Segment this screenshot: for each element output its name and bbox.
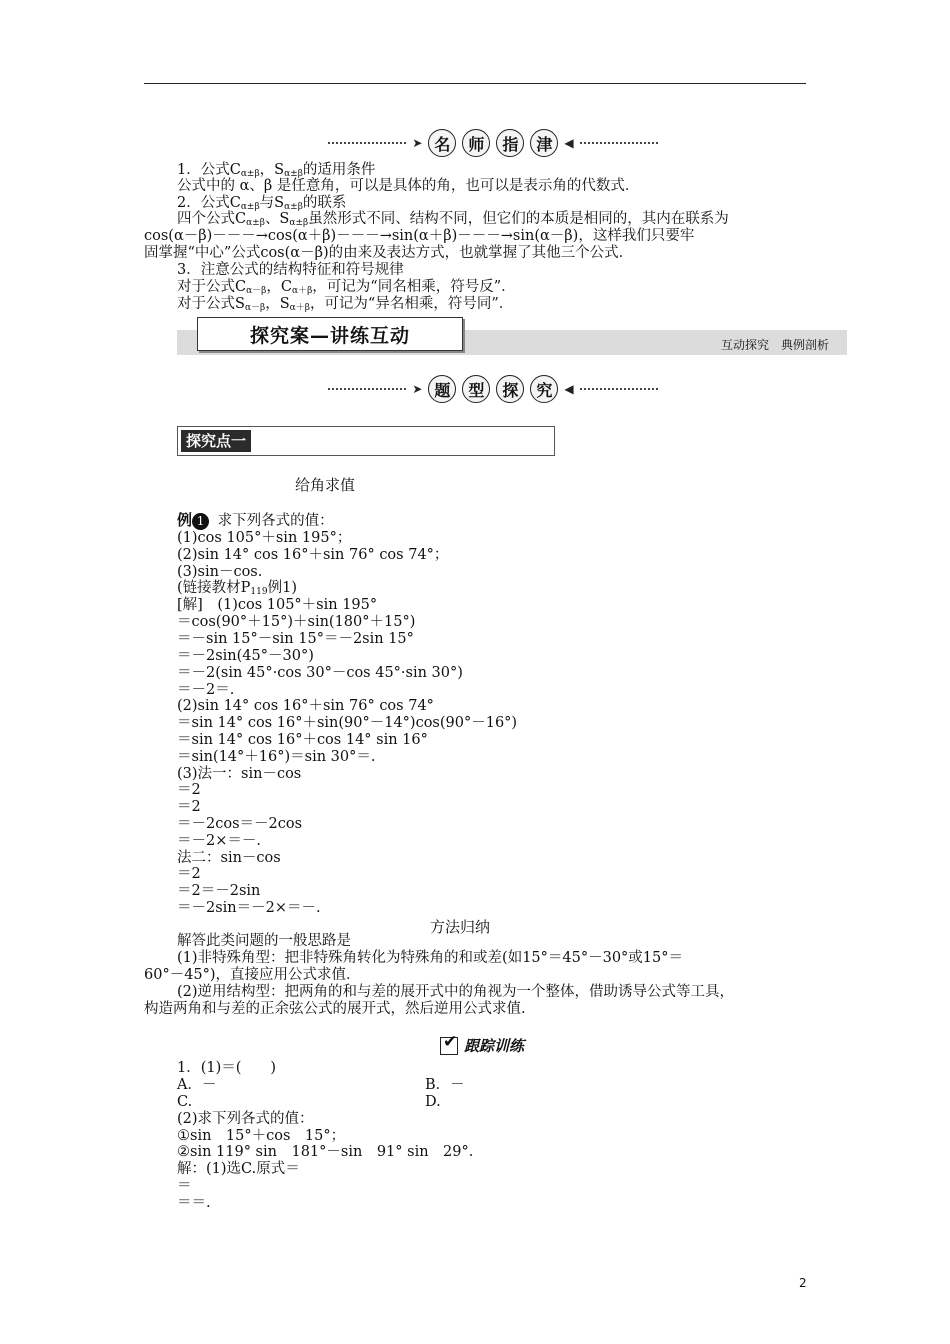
example-line: ＝－2sin(45°－30°) [177, 648, 314, 664]
example-line: (链接教材$P_{119}$例1) [177, 580, 297, 597]
option-d: D. [425, 1094, 441, 1110]
arrow-left-icon: ◀ [564, 136, 574, 150]
example-prompt: 例 1 求下列各式的值： [177, 511, 334, 529]
arrow-left-icon: ◀ [564, 382, 574, 396]
example-line: (2)sin 14° cos 16°＋sin 76° cos 74° [177, 698, 434, 714]
practice-title: 跟踪训练 [464, 1037, 525, 1055]
page-number: 2 [799, 1276, 807, 1290]
example-line: (1)cos 105°＋sin 195°； [177, 530, 352, 546]
example-line: ＝2＝－2sin [177, 883, 261, 899]
example-line: (3)法一：sin－cos [177, 766, 302, 782]
example-line: ＝－2×＝－. [177, 833, 261, 849]
inquiry-point-box [177, 426, 555, 456]
example-line: ＝－2sin＝－2×＝－. [177, 900, 321, 916]
method-line: 解答此类问题的一般思路是 [177, 933, 351, 949]
option-b: B．－ [425, 1077, 465, 1093]
method-line: 60°－45°)，直接应用公式求值． [144, 967, 361, 983]
example-line: ＝cos(90°＋15°)＋sin(180°＋15°) [177, 614, 416, 630]
example-line: 法二：sin－cos [177, 850, 281, 866]
section-banner [177, 324, 847, 355]
section-header-question-types [328, 374, 658, 404]
example-line: ＝sin 14° cos 16°＋sin(90°－14°)cos(90°－16°) [177, 715, 518, 731]
example-line: (3)sin－cos. [177, 564, 263, 580]
tip-line: 1．公式$C_{\alpha\pm\beta}$，$S_{\alpha\pm\beta}$的适用条件 [177, 162, 376, 179]
example-line: (2)sin 14° cos 16°＋sin 76° cos 74°； [177, 547, 449, 563]
tip-line: 四个公式$C_{\alpha\pm\beta}$、$S_{\alpha\pm\beta}$虽然形式不同、结构不同，但它们的本质是相同的，其内在联系为 [177, 211, 729, 228]
tip-line: 对于公式$C_{\alpha-\beta}$，$C_{\alpha+\beta}$，可记为“同名相乘，符号反”． [177, 279, 516, 296]
banner-title: 探究案—讲练互动 [249, 324, 410, 347]
header-char: 津 [530, 129, 558, 157]
option-a: A．－ [177, 1077, 217, 1093]
method-line: (1)非特殊角型：把非特殊角转化为特殊角的和或差(如15°＝45°－30°或15°＝ [177, 950, 683, 966]
checkmark-icon [440, 1037, 458, 1055]
example-line: ＝2 [177, 799, 201, 815]
tip-line: cos(α－β)－－－→cos(α＋β)－－－→sin(α＋β)－－－→sin(α－β)，这样我们只要牢 [144, 228, 695, 244]
tip-line: 2．公式$C_{\alpha\pm\beta}$与$S_{\alpha\pm\beta}$的联系 [177, 195, 347, 212]
dotted-rule-left [328, 142, 406, 144]
method-line: (2)逆用结构型：把两角的和与差的展开式中的角视为一个整体，借助诱导公式等工具， [177, 984, 735, 1000]
answer-line: 解：(1)选C.原式＝ [177, 1161, 300, 1177]
example-line: ＝sin(14°＋16°)＝sin 30°＝. [177, 749, 376, 765]
header-char: 究 [530, 375, 558, 403]
example-line: ＝2 [177, 782, 201, 798]
arrow-right-icon: ➤ [412, 382, 423, 396]
method-title: 方法归纳 [430, 918, 491, 936]
header-char: 探 [496, 375, 524, 403]
tip-line: 固掌握“中心”公式cos(α－β)的由来及表达方式，也就掌握了其他三个公式． [144, 245, 634, 261]
header-char: 题 [428, 375, 456, 403]
header-char: 指 [496, 129, 524, 157]
tip-line: 3．注意公式的结构特征和符号规律 [177, 262, 404, 278]
dotted-rule-right [580, 142, 658, 144]
method-line: 构造两角和与差的正余弦公式的展开式，然后逆用公式求值. [144, 1001, 526, 1017]
example-line: ＝sin 14° cos 16°＋cos 14° sin 16° [177, 732, 428, 748]
example-line: ＝－sin 15°－sin 15°＝－2sin 15° [177, 631, 414, 647]
example-tag: 例 [177, 511, 193, 529]
practice-question: ①sin 15°＋cos 15°； [177, 1128, 346, 1144]
banner-subtitle: 互动探究 典例剖析 [720, 338, 829, 352]
inquiry-point-label: 探究点一 [181, 430, 251, 452]
practice-header [440, 1035, 524, 1056]
example-number-icon: 1 [192, 513, 209, 530]
example-line: ＝－2＝. [177, 682, 235, 698]
tip-line: 公式中的 α、β 是任意角，可以是具体的角，也可以是表示角的代数式． [177, 178, 640, 194]
example-line: ＝2 [177, 866, 201, 882]
example-line: ＝－2(sin 45°·cos 30°－cos 45°·sin 30°) [177, 665, 463, 681]
option-c: C. [177, 1094, 193, 1110]
header-char: 师 [462, 129, 490, 157]
tip-line: 对于公式$S_{\alpha-\beta}$，$S_{\alpha+\beta}$，可记为“异名相乘，符号同”． [177, 296, 514, 313]
topic-title: 给角求值 [295, 476, 356, 494]
dotted-rule-right [580, 388, 658, 390]
answer-line: ＝＝. [177, 1195, 211, 1211]
practice-question: ②sin 119° sin 181°－sin 91° sin 29°. [177, 1144, 474, 1160]
dotted-rule-left [328, 388, 406, 390]
header-char: 型 [462, 375, 490, 403]
answer-line: ＝ [177, 1178, 192, 1194]
section-header-famous-teacher [328, 128, 658, 158]
example-line: [解] (1)cos 105°＋sin 195° [177, 597, 378, 613]
banner-title-box [197, 317, 463, 351]
arrow-right-icon: ➤ [412, 136, 423, 150]
header-char: 名 [428, 129, 456, 157]
practice-question: (2)求下列各式的值： [177, 1111, 314, 1127]
example-line: ＝－2cos＝－2cos [177, 816, 303, 832]
practice-question: 1．(1)＝( ) [177, 1060, 277, 1076]
top-rule [144, 83, 806, 84]
